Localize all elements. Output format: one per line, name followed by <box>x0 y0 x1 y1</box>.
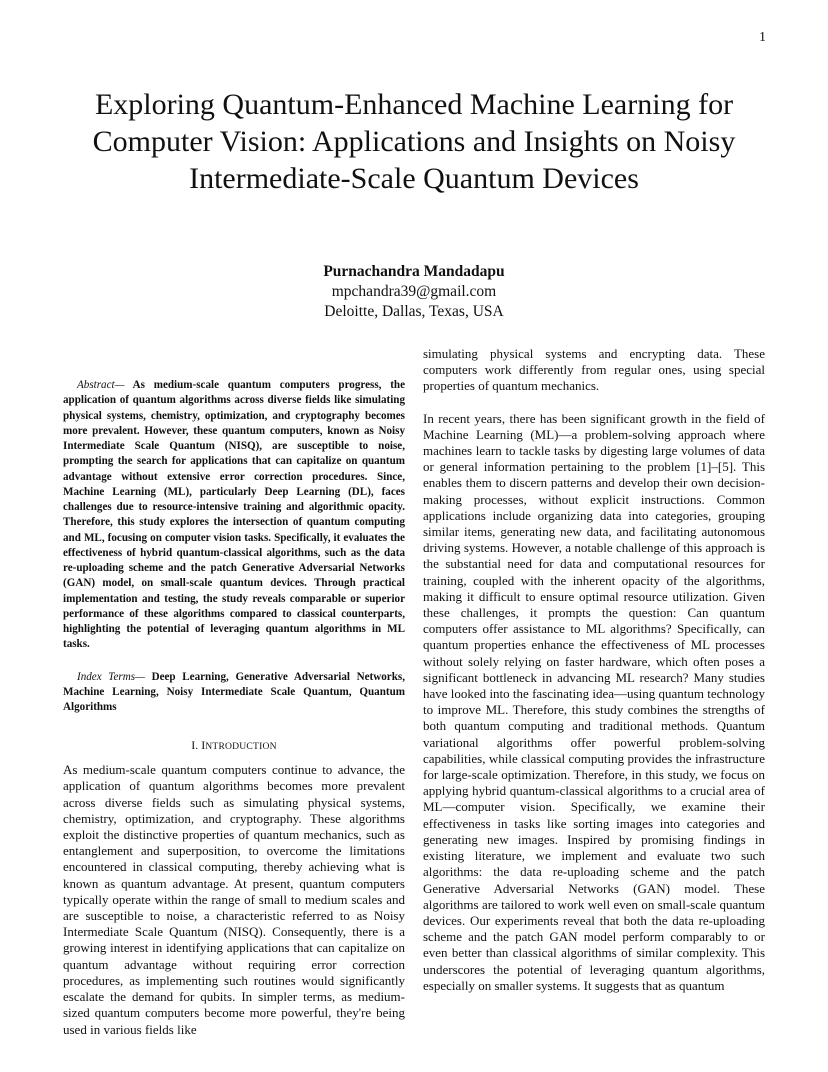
index-terms-label: Index Terms— <box>77 670 145 683</box>
page-number: 1 <box>759 30 766 45</box>
author-name: Purnachandra Mandadapu <box>323 263 505 280</box>
author-block <box>214 262 614 322</box>
right-column <box>423 346 765 994</box>
author-affiliation: Deloitte, Dallas, Texas, USA <box>324 303 504 320</box>
abstract-label: Abstract— <box>77 379 125 391</box>
left-column <box>63 346 405 1038</box>
section-heading-rest: NTRODUCTION <box>205 741 277 753</box>
section-numeral: I. <box>191 738 199 753</box>
abstract-text: As medium-scale quantum computers progress, the application of quantum algorithms across diverse fields like simulating physical systems, chemistry, optimization, and cryptography becomes more prevalent. However, these quantum computers, known as Noisy Intermediate Scale Quantum (NISQ), are susceptible to noise, prompting the search for applications that can capitalize on quantum advantage without extensive error correction procedures. Since, Machine Learning (ML), particularly Deep Learning (DL), faces challenges due to resource-intensive training and algorithmic opacity. Therefore, this study explores the intersection of quantum computing and ML, focusing on computer vision tasks. Specifically, it evaluates the effectiveness of hybrid quantum-classical algorithms, such as the data re-uploading scheme and the patch Generative Adversarial Networks (GAN) model, on small-scale quantum devices. Through practical implementation and testing, the study reveals comparable or superior performance of these algorithms compared to classical counterparts, highlighting the potential of leveraging quantum algorithms in ML tasks. <box>63 379 405 651</box>
abstract <box>63 346 405 653</box>
index-terms-text: Deep Learning, Generative Adversarial Networks, Machine Learning, Noisy Intermediate Scale Quantum, Quantum Algorithms <box>63 670 405 713</box>
intro-paragraph-2: In recent years, there has been significant growth in the field of Machine Learning (ML)—a problem-solving approach where machines learn to tackle tasks by digesting large volumes of data or general information pertaining to the problem [1]–[5]. This enables them to discern patterns and develop their own decision-making processes, without explicit instructions. Common applications include organizing data into categories, grouping similar items, generating new data, and facilitating autonomous driving systems. However, a notable challenge of this approach is the substantial need for data and computational resources for training, coupled with the inherent opacity of the algorithms, making it difficult to ensure optimal resource utilization. Given these challenges, it prompts the question: Can quantum computers offer assistance to ML algorithms? Specifically, can quantum properties enhance the effectiveness of ML processes without solely relying on faster hardware, which often poses a significant bottleneck in advancing ML research? Many studies have looked into the fascinating idea—using quantum technology to improve ML. Therefore, this study combines the strengths of both quantum computing and traditional methods. Quantum variational algorithms offer powerful problem-solving capabilities, while classical computing provides the infrastructure for large-scale optimization. Therefore, in this study, we focus on applying hybrid quantum-classical algorithms to a crucial area of ML—computer vision. Specifically, we examine their effectiveness in tasks like sorting images into categories and generating new images. Inspired by promising findings in existing literature, we implement and evaluate two such algorithms: the data re-uploading scheme and the patch Generative Adversarial Networks (GAN) model. These algorithms are tailored to work well even on small-scale quantum devices. Our experiments reveal that both the data re-uploading scheme and the patch GAN model perform comparably to or even better than classical algorithms of similar complexity. This underscores the potential of leveraging quantum algorithms, especially on smaller systems. It suggests that as quantum <box>423 410 765 993</box>
section-heading-initial: I <box>201 738 206 753</box>
paper-title: Exploring Quantum-Enhanced Machine Learning for Computer Vision: Applications and Insights on Noisy Intermediate-Scale Quantum Devices <box>92 88 736 195</box>
intro-paragraph-1-right: simulating physical systems and encrypting data. These computers work differently from regular ones, using special properties of quantum mechanics. <box>423 346 765 394</box>
section-heading-introduction <box>63 715 405 762</box>
author-email: mpchandra39@gmail.com <box>331 283 497 300</box>
intro-paragraph-1-left: As medium-scale quantum computers continue to advance, the application of quantum algorithms becomes more prevalent across diverse fields such as simulating physical systems, chemistry, optimization, and cryptography. These algorithms exploit the distinctive properties of quantum mechanics, such as entanglement and superposition, to overcome the limitations encountered in classical computing, thereby achieving what is known as quantum advantage. At present, quantum computers typically operate within the range of small to medium scales and are susceptible to noise, a characteristic referred to as Noisy Intermediate Scale Quantum (NISQ). Consequently, there is a growing interest in identifying applications that can capitalize on quantum advantage without requiring error correction procedures, as implementing such routines would significantly escalate the demand for qubits. In simpler terms, as medium-sized quantum computers become more powerful, they're being used in various fields like <box>63 762 405 1037</box>
index-terms <box>63 653 405 716</box>
